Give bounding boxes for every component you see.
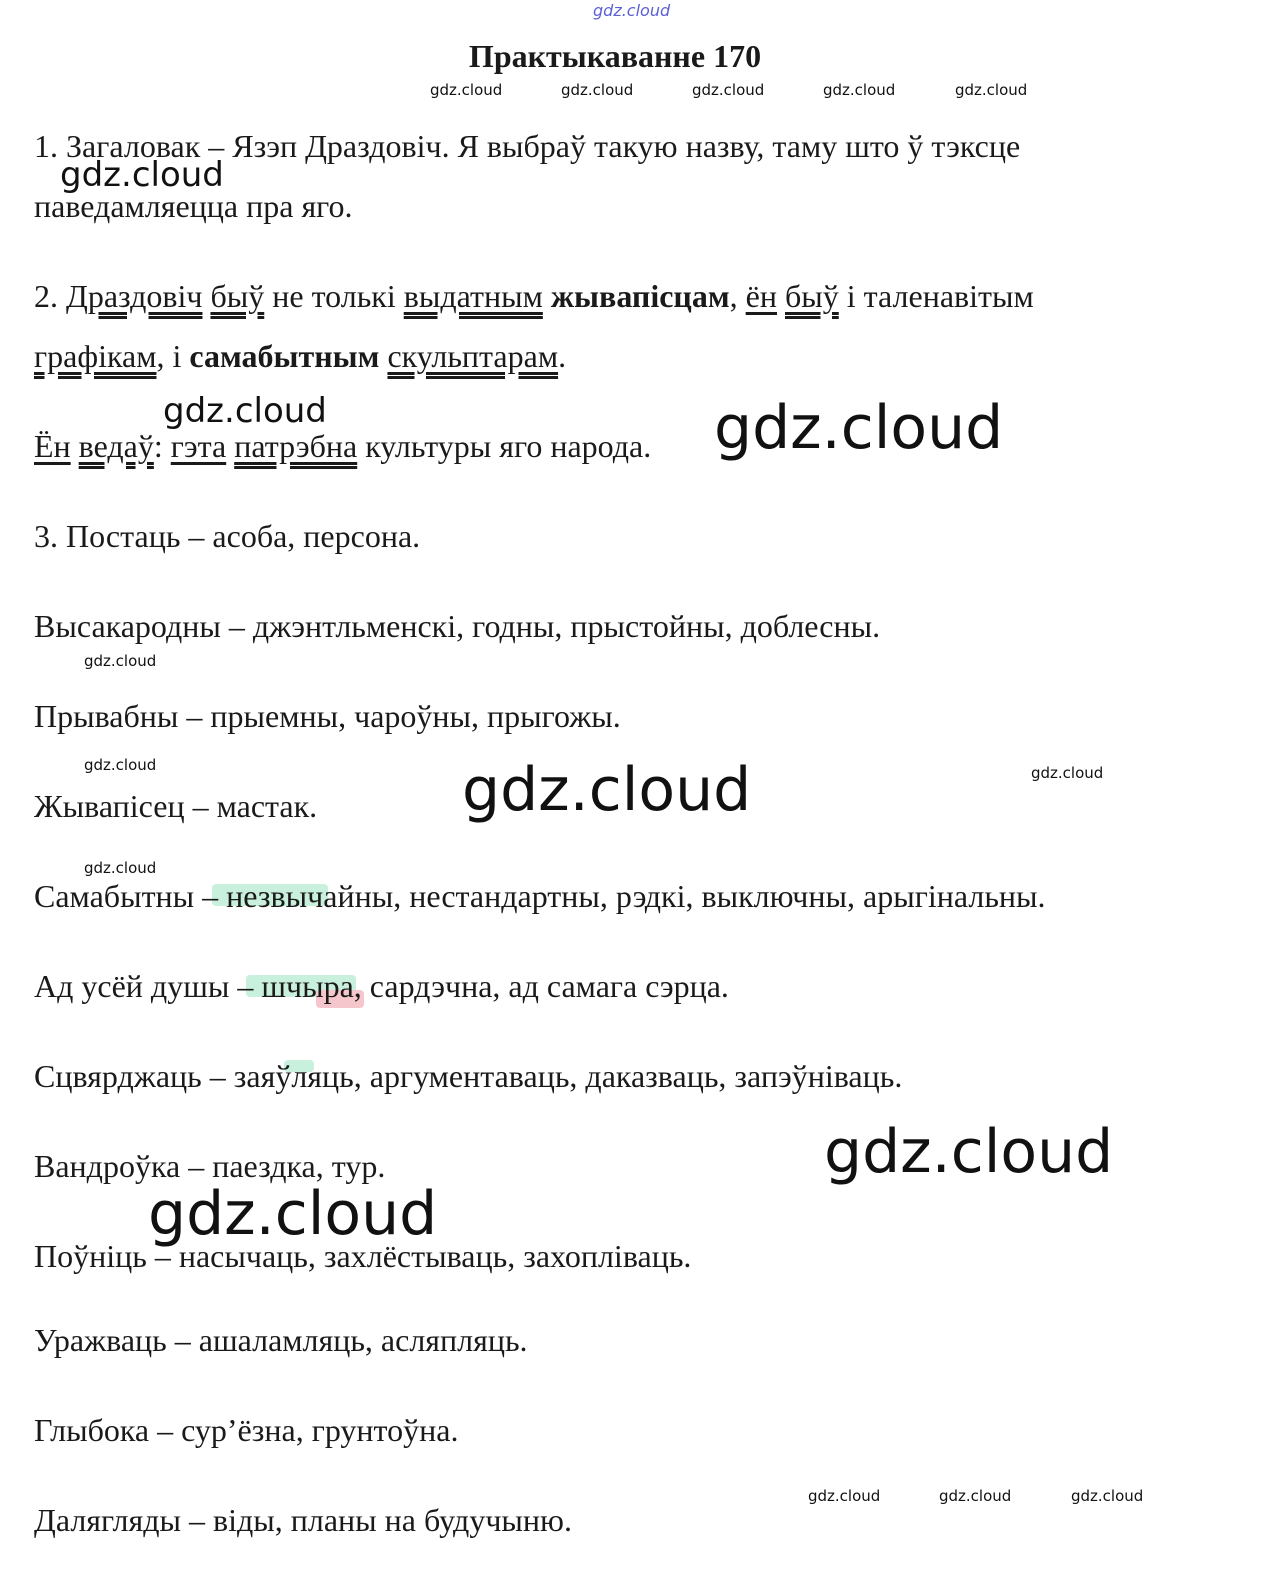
plain-text: культуры яго народа.	[357, 428, 652, 464]
watermark: gdz.cloud	[824, 1117, 1114, 1187]
predicate-word: ведаў	[78, 428, 154, 464]
synonym-line: Самабытны – незвычайны, нестандартны, рэдкі, выключны, арыгінальны.	[34, 878, 1046, 914]
page-title: Практыкаванне 170	[468, 38, 762, 74]
item-number: 2.	[34, 278, 66, 314]
watermark: gdz.cloud	[808, 1487, 881, 1505]
watermark: gdz.cloud	[955, 81, 1028, 99]
synonym-line: Высакародны – джэнтльменскі, годны, прыстойны, доблесны.	[34, 608, 881, 644]
watermark: gdz.cloud	[148, 1179, 438, 1249]
watermark: gdz.cloud	[593, 1, 671, 20]
predicate-word: быў	[784, 278, 839, 314]
watermark: gdz.cloud	[84, 652, 157, 670]
predicate-word: скульптарам	[387, 338, 559, 374]
synonym-line: Поўніць – насычаць, захлёстываць, захопліваць.	[34, 1238, 692, 1274]
plain-text: .	[558, 338, 567, 374]
bold-word: жывапісцам	[550, 278, 730, 314]
predicate-word: патрэбна	[234, 428, 358, 464]
watermark: gdz.cloud	[60, 155, 224, 195]
synonym-line: Вандроўка – паездка, тур.	[34, 1148, 386, 1184]
synonym-line: Далягляды – віды, планы на будучыню.	[34, 1502, 572, 1538]
plain-text: :	[153, 428, 171, 464]
subject-word: Драздовіч	[66, 278, 203, 314]
watermark: gdz.cloud	[84, 859, 157, 877]
answer-1-line-1: 1. Загаловак – Язэп Драздовіч. Я выбраў такую назву, таму што ў тэксце	[34, 128, 1021, 164]
synonym-line: 3. Постаць – асоба, персона.	[34, 518, 421, 554]
watermark: gdz.cloud	[939, 1487, 1012, 1505]
predicate-word: графікам	[34, 338, 157, 374]
plain-text: , і	[156, 338, 190, 374]
space	[226, 428, 234, 464]
answer-2-line-3	[34, 428, 651, 465]
space	[777, 278, 785, 314]
subject-word: гэта	[170, 428, 227, 464]
predicate-word: быў	[210, 278, 265, 314]
watermark: gdz.cloud	[561, 81, 634, 99]
space	[543, 278, 551, 314]
synonym-line: Прывабны – прыемны, чароўны, прыгожы.	[34, 698, 621, 734]
synonym-line: Глыбока – сур’ёзна, грунтоўна.	[34, 1412, 459, 1448]
plain-text: не толькі	[264, 278, 404, 314]
watermark: gdz.cloud	[430, 81, 503, 99]
watermark: gdz.cloud	[714, 393, 1004, 463]
subject-word: ён	[745, 278, 777, 314]
synonym-line: Уражваць – ашаламляць, асляпляць.	[34, 1322, 528, 1358]
watermark: gdz.cloud	[462, 755, 752, 825]
synonym-line: Жывапісец – мастак.	[34, 788, 318, 824]
plain-text: і таленавітым	[838, 278, 1034, 314]
predicate-word: выдатным	[403, 278, 543, 314]
answer-2-line-1	[34, 278, 1034, 315]
bold-word: самабытным	[189, 338, 380, 374]
watermark: gdz.cloud	[823, 81, 896, 99]
watermark: gdz.cloud	[163, 391, 327, 431]
synonym-line: Ад усёй душы – шчыра, сардэчна, ад самага сэрца.	[34, 968, 729, 1004]
synonym-line: Сцвярджаць – заяўляць, аргументаваць, даказваць, запэўніваць.	[34, 1058, 903, 1094]
answer-1-line-2: паведамляецца пра яго.	[34, 188, 353, 224]
watermark: gdz.cloud	[1071, 1487, 1144, 1505]
answer-2-line-2	[34, 338, 566, 375]
watermark: gdz.cloud	[1031, 764, 1104, 782]
plain-text: ,	[729, 278, 746, 314]
subject-word: Ён	[34, 428, 71, 464]
space	[71, 428, 79, 464]
watermark: gdz.cloud	[84, 756, 157, 774]
watermark: gdz.cloud	[692, 81, 765, 99]
